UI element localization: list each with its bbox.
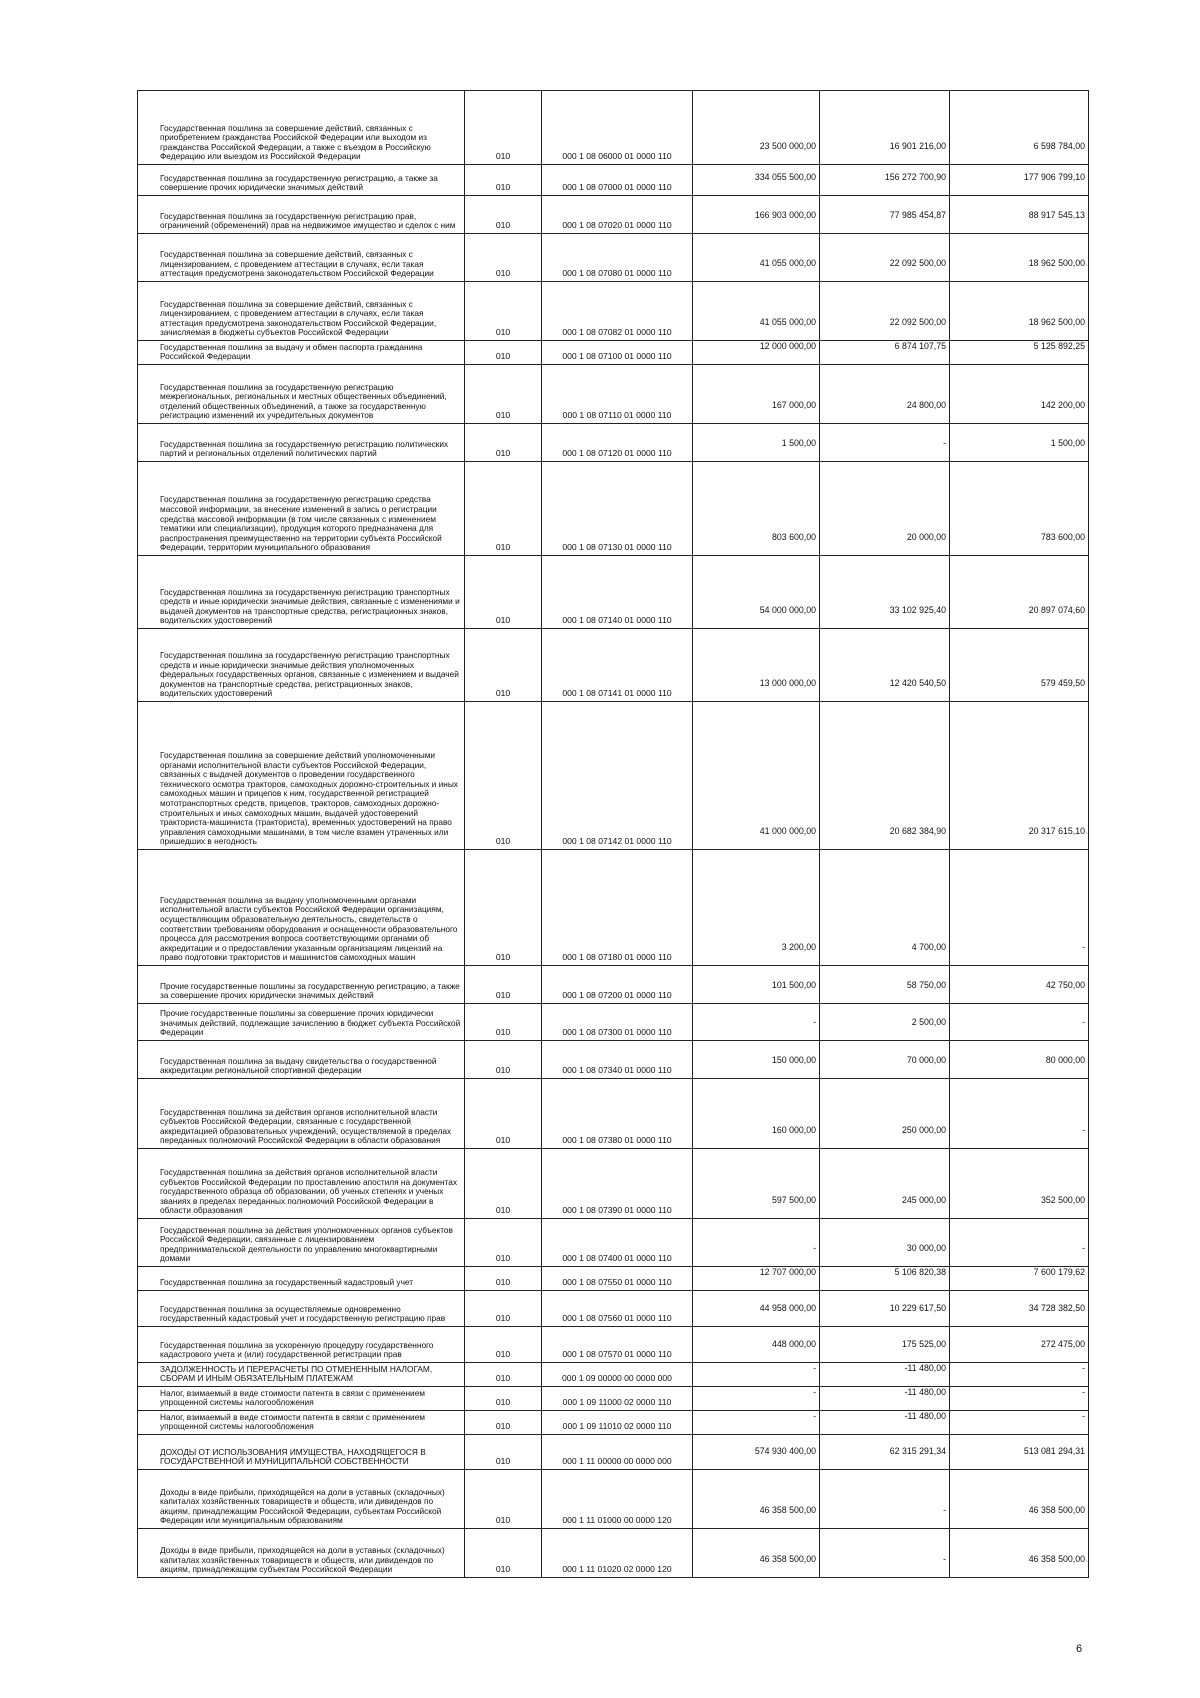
row-executed-amount: 2 500,00 (820, 1004, 950, 1041)
row-unexecuted-amount: - (950, 1387, 1089, 1411)
row-name: Государственная пошлина за действия органов исполнительной власти субъектов Российской Федерации по проставлению апостиля на документах государственного образца об образовании, об ученых степенях и ученых званиях в пределах переданных полномочий Российской Федерации в области образования (138, 1149, 465, 1219)
row-unexecuted-amount: - (950, 1079, 1089, 1149)
row-budget-code: 000 1 08 07570 01 0000 110 (542, 1327, 693, 1363)
table-row (138, 424, 1089, 462)
row-line-code: 010 (465, 629, 542, 702)
row-executed-amount: 245 000,00 (820, 1149, 950, 1219)
table-row (138, 1004, 1089, 1041)
row-executed-amount: 20 000,00 (820, 462, 950, 556)
row-line-code: 010 (465, 1219, 542, 1267)
row-unexecuted-amount: 88 917 545,13 (950, 196, 1089, 234)
row-unexecuted-amount: 34 728 382,50 (950, 1291, 1089, 1327)
row-name: Государственная пошлина за государственную регистрацию прав, ограничений (обременений) прав на недвижимое имущество и сделок с ним (138, 196, 465, 234)
row-approved-amount: 3 200,00 (693, 850, 820, 966)
table-row (138, 850, 1089, 966)
table-row (138, 365, 1089, 424)
table-row (138, 1470, 1089, 1529)
table-row (138, 1291, 1089, 1327)
row-executed-amount: 5 106 820,38 (820, 1267, 950, 1291)
row-approved-amount: 44 958 000,00 (693, 1291, 820, 1327)
row-line-code: 010 (465, 91, 542, 165)
row-executed-amount: -11 480,00 (820, 1363, 950, 1387)
row-approved-amount: - (693, 1363, 820, 1387)
row-name: Государственная пошлина за государственную регистрацию, а также за совершение прочих юридически значимых действий (138, 165, 465, 196)
row-line-code: 010 (465, 196, 542, 234)
row-line-code: 010 (465, 1411, 542, 1435)
row-unexecuted-amount: 7 600 179,62 (950, 1267, 1089, 1291)
row-line-code: 010 (465, 365, 542, 424)
row-unexecuted-amount: 80 000,00 (950, 1041, 1089, 1079)
row-line-code: 010 (465, 282, 542, 341)
row-unexecuted-amount: 46 358 500,00 (950, 1470, 1089, 1529)
row-executed-amount: - (820, 424, 950, 462)
table-row (138, 1149, 1089, 1219)
row-name: Государственная пошлина за совершение действий, связанных с лицензированием, с проведением аттестации в случаях, если такая аттестация предусмотрена законодательством Российской Федерации (138, 234, 465, 282)
row-unexecuted-amount: - (950, 1219, 1089, 1267)
row-name: Государственная пошлина за выдачу свидетельства о государственной аккредитации региональной спортивной федерации (138, 1041, 465, 1079)
row-unexecuted-amount: 6 598 784,00 (950, 91, 1089, 165)
row-unexecuted-amount: 513 081 294,31 (950, 1435, 1089, 1470)
row-executed-amount: 20 682 384,90 (820, 702, 950, 850)
table-row (138, 629, 1089, 702)
row-budget-code: 000 1 11 01000 00 0000 120 (542, 1470, 693, 1529)
row-line-code: 010 (465, 1267, 542, 1291)
row-budget-code: 000 1 09 11000 02 0000 110 (542, 1387, 693, 1411)
row-budget-code: 000 1 08 07180 01 0000 110 (542, 850, 693, 966)
row-name: Государственная пошлина за осуществляемые одновременно государственный кадастровый учет и государственную регистрацию прав (138, 1291, 465, 1327)
row-executed-amount: 250 000,00 (820, 1079, 950, 1149)
row-unexecuted-amount: 5 125 892,25 (950, 341, 1089, 365)
row-name: Государственная пошлина за государственную регистрацию транспортных средств и иные юридически значимые действия, связанные с изменениями и выдачей документов на транспортные средства, регистрационных знаков, водительских удостоверений (138, 556, 465, 629)
row-name: Государственная пошлина за совершение действий, связанных с лицензированием, с проведением аттестации в случаях, если такая аттестация предусмотрена законодательством Российской Федерации, зачисляемая в бюджеты субъектов Российской Федерации (138, 282, 465, 341)
row-approved-amount: 574 930 400,00 (693, 1435, 820, 1470)
row-unexecuted-amount: 20 897 074,60 (950, 556, 1089, 629)
row-budget-code: 000 1 08 07142 01 0000 110 (542, 702, 693, 850)
revenue-table (137, 90, 1089, 1578)
table-row (138, 1267, 1089, 1291)
row-line-code: 010 (465, 850, 542, 966)
row-approved-amount: 23 500 000,00 (693, 91, 820, 165)
table-row (138, 1041, 1089, 1079)
row-budget-code: 000 1 11 01020 02 0000 120 (542, 1529, 693, 1578)
row-name: Государственная пошлина за совершение действий уполномоченными органами исполнительной власти субъектов Российской Федерации, связанных с выдачей документов о проведении государственного технического осмотра тракторов, самоходных дорожно-строительных и иных самоходных машин и прицепов к ним, государственной регистрацией мототранспортных средств, прицепов, тракторов, самоходных дорожно-строительных и иных самоходных машин, выдачей удостоверений тракториста-машиниста (тракториста), временных удостоверений на право управления самоходными машинами, в том числе взамен утраченных или пришедших в негодность (138, 702, 465, 850)
row-executed-amount: 33 102 925,40 (820, 556, 950, 629)
row-approved-amount: 1 500,00 (693, 424, 820, 462)
row-budget-code: 000 1 08 07380 01 0000 110 (542, 1079, 693, 1149)
table-row (138, 966, 1089, 1004)
row-executed-amount: 22 092 500,00 (820, 234, 950, 282)
row-approved-amount: 597 500,00 (693, 1149, 820, 1219)
row-unexecuted-amount: 177 906 799,10 (950, 165, 1089, 196)
row-name: Государственная пошлина за выдачу уполномоченными органами исполнительной власти субъектов Российской Федерации организациям, осуществляющим образовательную деятельность, свидетельств о соответствии требованиям оборудования и оснащенности образовательного процесса для рассмотрения вопроса соответствующими органами об аккредитации и о предоставлении указанным организациям лицензий на право подготовки трактористов и машинистов самоходных машин (138, 850, 465, 966)
row-executed-amount: 22 092 500,00 (820, 282, 950, 341)
row-line-code: 010 (465, 165, 542, 196)
table-row (138, 234, 1089, 282)
row-line-code: 010 (465, 234, 542, 282)
row-name: Государственная пошлина за выдачу и обмен паспорта гражданина Российской Федерации (138, 341, 465, 365)
table-row (138, 341, 1089, 365)
table-row (138, 1435, 1089, 1470)
table-row (138, 462, 1089, 556)
table-row (138, 196, 1089, 234)
row-unexecuted-amount: - (950, 850, 1089, 966)
table-row (138, 702, 1089, 850)
row-line-code: 010 (465, 1291, 542, 1327)
row-approved-amount: 41 000 000,00 (693, 702, 820, 850)
table-row (138, 1327, 1089, 1363)
row-approved-amount: 160 000,00 (693, 1079, 820, 1149)
row-executed-amount: 70 000,00 (820, 1041, 950, 1079)
row-approved-amount: 101 500,00 (693, 966, 820, 1004)
row-name: Государственная пошлина за действия уполномоченных органов субъектов Российской Федерации, связанные с лицензированием предпринимательской деятельности по управлению многоквартирными домами (138, 1219, 465, 1267)
row-approved-amount: 13 000 000,00 (693, 629, 820, 702)
row-budget-code: 000 1 08 07120 01 0000 110 (542, 424, 693, 462)
row-budget-code: 000 1 09 11010 02 0000 110 (542, 1411, 693, 1435)
table-row (138, 1079, 1089, 1149)
row-budget-code: 000 1 08 07140 01 0000 110 (542, 556, 693, 629)
row-line-code: 010 (465, 1079, 542, 1149)
row-line-code: 010 (465, 1363, 542, 1387)
row-line-code: 010 (465, 1470, 542, 1529)
row-name: Государственная пошлина за ускоренную процедуру государственного кадастрового учета и (или) государственной регистрации прав (138, 1327, 465, 1363)
row-budget-code: 000 1 08 07300 01 0000 110 (542, 1004, 693, 1041)
row-executed-amount: -11 480,00 (820, 1411, 950, 1435)
row-unexecuted-amount: 42 750,00 (950, 966, 1089, 1004)
table-row (138, 1529, 1089, 1578)
row-unexecuted-amount: 272 475,00 (950, 1327, 1089, 1363)
row-approved-amount: 46 358 500,00 (693, 1470, 820, 1529)
row-approved-amount: 41 055 000,00 (693, 234, 820, 282)
table-row (138, 1387, 1089, 1411)
row-budget-code: 000 1 08 07100 01 0000 110 (542, 341, 693, 365)
row-approved-amount: 41 055 000,00 (693, 282, 820, 341)
row-budget-code: 000 1 08 07400 01 0000 110 (542, 1219, 693, 1267)
table-row (138, 1363, 1089, 1387)
row-approved-amount: 46 358 500,00 (693, 1529, 820, 1578)
row-name: Государственная пошлина за государственную регистрацию политических партий и региональных отделений политических партий (138, 424, 465, 462)
row-budget-code: 000 1 08 07080 01 0000 110 (542, 234, 693, 282)
row-unexecuted-amount: 18 962 500,00 (950, 282, 1089, 341)
row-line-code: 010 (465, 1149, 542, 1219)
row-approved-amount: 166 903 000,00 (693, 196, 820, 234)
row-executed-amount: -11 480,00 (820, 1387, 950, 1411)
row-budget-code: 000 1 08 07130 01 0000 110 (542, 462, 693, 556)
table-row (138, 282, 1089, 341)
row-executed-amount: 6 874 107,75 (820, 341, 950, 365)
row-budget-code: 000 1 08 07020 01 0000 110 (542, 196, 693, 234)
row-budget-code: 000 1 09 00000 00 0000 000 (542, 1363, 693, 1387)
row-executed-amount: 24 800,00 (820, 365, 950, 424)
row-line-code: 010 (465, 1435, 542, 1470)
row-approved-amount: - (693, 1411, 820, 1435)
row-budget-code: 000 1 08 07340 01 0000 110 (542, 1041, 693, 1079)
row-name: Государственная пошлина за государственную регистрацию средства массовой информации, за внесение изменений в запись о регистрации средства массовой информации (в том числе связанных с изменением тематики или специализации), продукция которого предназначена для распространения преимущественно на территории субъекта Российской Федерации, территории муниципального образования (138, 462, 465, 556)
row-executed-amount: - (820, 1470, 950, 1529)
table-row (138, 1219, 1089, 1267)
row-approved-amount: 12 000 000,00 (693, 341, 820, 365)
row-budget-code: 000 1 08 07550 01 0000 110 (542, 1267, 693, 1291)
row-budget-code: 000 1 08 07200 01 0000 110 (542, 966, 693, 1004)
row-approved-amount: 150 000,00 (693, 1041, 820, 1079)
row-executed-amount: 12 420 540,50 (820, 629, 950, 702)
row-budget-code: 000 1 11 00000 00 0000 000 (542, 1435, 693, 1470)
row-name: Государственная пошлина за действия органов исполнительной власти субъектов Российской Федерации, связанные с государственной аккредитацией образовательных учреждений, осуществляемой в пределах переданных полномочий Российской Федерации в области образования (138, 1079, 465, 1149)
row-line-code: 010 (465, 1041, 542, 1079)
row-name: Налог, взимаемый в виде стоимости патента в связи с применением упрощенной системы налогообложения (138, 1387, 465, 1411)
row-executed-amount: 10 229 617,50 (820, 1291, 950, 1327)
row-name: Прочие государственные пошлины за государственную регистрацию, а также за совершение прочих юридически значимых действий (138, 966, 465, 1004)
row-executed-amount: - (820, 1529, 950, 1578)
row-executed-amount: 16 901 216,00 (820, 91, 950, 165)
row-unexecuted-amount: 783 600,00 (950, 462, 1089, 556)
row-executed-amount: 156 272 700,90 (820, 165, 950, 196)
table-row (138, 556, 1089, 629)
row-line-code: 010 (465, 1387, 542, 1411)
row-budget-code: 000 1 08 07082 01 0000 110 (542, 282, 693, 341)
row-unexecuted-amount: - (950, 1004, 1089, 1041)
row-budget-code: 000 1 08 07110 01 0000 110 (542, 365, 693, 424)
table-row (138, 165, 1089, 196)
row-approved-amount: - (693, 1004, 820, 1041)
row-name: Доходы в виде прибыли, приходящейся на доли в уставных (складочных) капиталах хозяйственных товариществ и обществ, или дивидендов по акциям, принадлежащим субъектам Российской Федерации (138, 1529, 465, 1578)
row-unexecuted-amount: 20 317 615,10 (950, 702, 1089, 850)
row-unexecuted-amount: 352 500,00 (950, 1149, 1089, 1219)
row-line-code: 010 (465, 702, 542, 850)
row-unexecuted-amount: - (950, 1411, 1089, 1435)
row-approved-amount: 803 600,00 (693, 462, 820, 556)
row-approved-amount: 334 055 500,00 (693, 165, 820, 196)
row-executed-amount: 77 985 454,87 (820, 196, 950, 234)
row-name: ДОХОДЫ ОТ ИСПОЛЬЗОВАНИЯ ИМУЩЕСТВА, НАХОДЯЩЕГОСЯ В ГОСУДАРСТВЕННОЙ И МУНИЦИПАЛЬНОЙ СОБСТВЕННОСТИ (138, 1435, 465, 1470)
row-line-code: 010 (465, 1327, 542, 1363)
table-row (138, 1411, 1089, 1435)
row-budget-code: 000 1 08 07560 01 0000 110 (542, 1291, 693, 1327)
row-approved-amount: - (693, 1219, 820, 1267)
row-name: Государственная пошлина за совершение действий, связанных с приобретением гражданства Российской Федерации или выходом из гражданства Российской Федерации, а также с въездом в Российскую Федерацию или выездом из Российской Федерации (138, 91, 465, 165)
row-executed-amount: 30 000,00 (820, 1219, 950, 1267)
row-unexecuted-amount: - (950, 1363, 1089, 1387)
row-budget-code: 000 1 08 06000 01 0000 110 (542, 91, 693, 165)
row-approved-amount: 448 000,00 (693, 1327, 820, 1363)
row-executed-amount: 62 315 291,34 (820, 1435, 950, 1470)
row-line-code: 010 (465, 1529, 542, 1578)
row-name: Доходы в виде прибыли, приходящейся на доли в уставных (складочных) капиталах хозяйственных товариществ и обществ, или дивидендов по акциям, принадлежащим Российской Федерации, субъектам Российской Федерации или муниципальным образованиям (138, 1470, 465, 1529)
row-name: Налог, взимаемый в виде стоимости патента в связи с применением упрощенной системы налогообложения (138, 1411, 465, 1435)
row-name: Государственная пошлина за государственный кадастровый учет (138, 1267, 465, 1291)
row-budget-code: 000 1 08 07000 01 0000 110 (542, 165, 693, 196)
row-line-code: 010 (465, 341, 542, 365)
row-line-code: 010 (465, 556, 542, 629)
row-budget-code: 000 1 08 07390 01 0000 110 (542, 1149, 693, 1219)
row-unexecuted-amount: 1 500,00 (950, 424, 1089, 462)
row-name: Государственная пошлина за государственную регистрацию межрегиональных, региональных и местных общественных объединений, отделений общественных объединений, а также за государственную регистрацию изменений их учредительных документов (138, 365, 465, 424)
row-approved-amount: 54 000 000,00 (693, 556, 820, 629)
row-budget-code: 000 1 08 07141 01 0000 110 (542, 629, 693, 702)
row-name: ЗАДОЛЖЕННОСТЬ И ПЕРЕРАСЧЕТЫ ПО ОТМЕНЕННЫМ НАЛОГАМ, СБОРАМ И ИНЫМ ОБЯЗАТЕЛЬНЫМ ПЛАТЕЖАМ (138, 1363, 465, 1387)
page-number: 6 (1076, 1643, 1083, 1655)
row-approved-amount: - (693, 1387, 820, 1411)
table-row (138, 91, 1089, 165)
row-name: Государственная пошлина за государственную регистрацию транспортных средств и иные юридически значимые действия уполномоченных федеральных государственных органов, связанные с изменением и выдачей документов на транспортные средства, регистрационных знаков, водительских удостоверений (138, 629, 465, 702)
row-executed-amount: 4 700,00 (820, 850, 950, 966)
row-approved-amount: 12 707 000,00 (693, 1267, 820, 1291)
row-line-code: 010 (465, 462, 542, 556)
row-executed-amount: 58 750,00 (820, 966, 950, 1004)
row-unexecuted-amount: 142 200,00 (950, 365, 1089, 424)
row-approved-amount: 167 000,00 (693, 365, 820, 424)
row-name: Прочие государственные пошлины за совершение прочих юридически значимых действий, подлежащие зачислению в бюджет субъекта Российской Федерации (138, 1004, 465, 1041)
row-unexecuted-amount: 18 962 500,00 (950, 234, 1089, 282)
row-line-code: 010 (465, 966, 542, 1004)
row-unexecuted-amount: 579 459,50 (950, 629, 1089, 702)
row-executed-amount: 175 525,00 (820, 1327, 950, 1363)
revenue-table-body (138, 91, 1089, 1578)
row-line-code: 010 (465, 1004, 542, 1041)
row-unexecuted-amount: 46 358 500,00 (950, 1529, 1089, 1578)
row-line-code: 010 (465, 424, 542, 462)
